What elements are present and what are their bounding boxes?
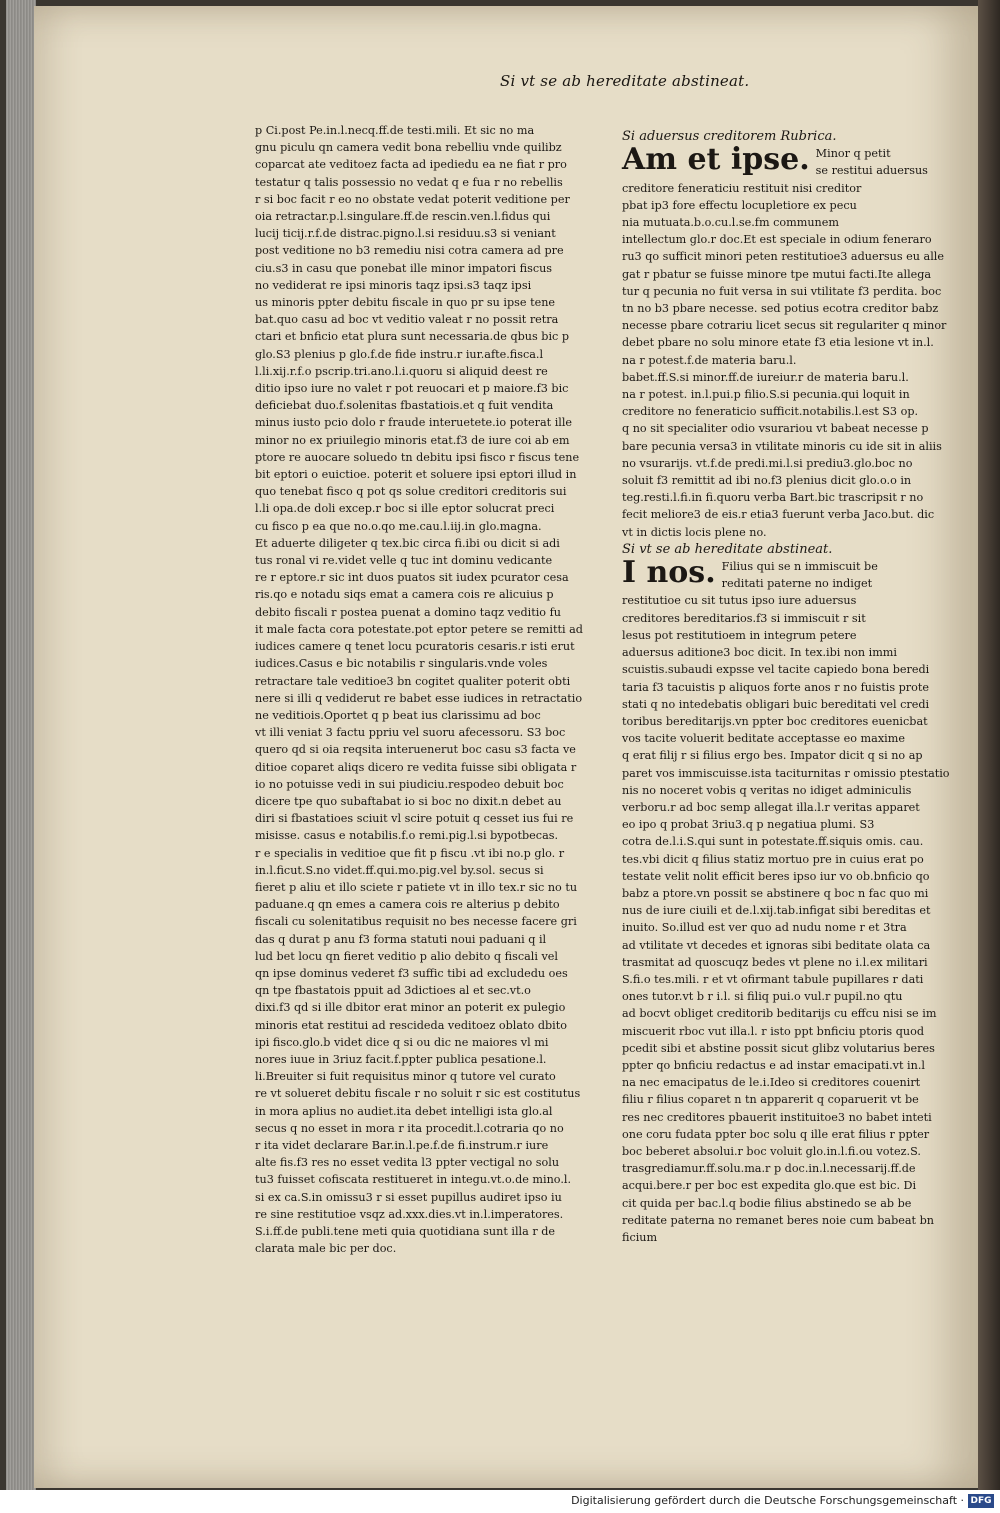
running-head: Si vt se ab hereditate abstineat. (500, 72, 750, 90)
text-line: fieret p aliu et illo sciete r patiete vt in illo tex.r sic no tu (255, 880, 578, 894)
text-line: debet pbare no solu minore etate f3 etia lesione vt in.l. (622, 336, 934, 350)
text-line: tus ronal vi re.videt velle q tuc int dominu vedicante (255, 554, 553, 568)
text-line: lucij ticij.r.f.de distrac.pigno.l.si residuu.s3 si veniant (255, 227, 556, 241)
text-line: na r potest.f.de materia baru.l. (622, 353, 797, 367)
text-line: boc beberet absolui.r boc voluit glo.in.l.fi.ou votez.S. (622, 1144, 921, 1158)
text-line: diri si fbastatioes sciuit vl scire potuit q cesset ius fui re (255, 812, 574, 826)
text-line: nis no noceret vobis q veritas no idiget adminiculis (622, 783, 912, 797)
text-line: secus q no esset in mora r ita procedit.l.cotraria qo no (255, 1121, 564, 1135)
text-line: tur q pecunia no fuit versa in sui vtilitate f3 perdita. boc (622, 284, 942, 298)
text-line: necesse pbare cotrariu licet secus sit regulariter q minor (622, 319, 947, 333)
text-line: r si boc facit r eo no obstate vedat poterit veditione per (255, 192, 570, 206)
text-line: soluit f3 remittit ad ibi no.f3 plenius dicit glo.o.o in (622, 474, 912, 488)
text-line: li.Breuiter si fuit requisitus minor q tutore vel curato (255, 1070, 556, 1084)
text-line: gnu piculu qn camera vedit bona rebelliu vnde quilibz (255, 141, 562, 155)
text-line: tu3 fuisset cofiscata restitueret in integu.vt.o.de mino.l. (255, 1173, 572, 1187)
dfg-logo: DFG (968, 1494, 994, 1508)
text-line: miscuerit rboc vut illa.l. r isto ppt bnficiu ptoris quod (622, 1024, 924, 1038)
text-line: fecit meliore3 de eis.r etia3 fuerunt verba Jaco.but. dic (622, 508, 935, 522)
text-line: alte fis.f3 res no esset vedita l3 ppter vectigal no solu (255, 1156, 560, 1170)
text-line: teg.resti.l.fi.in fi.quoru verba Bart.bic trascripsit r no (622, 491, 924, 505)
text-line: na nec emacipatus de le.i.Ideo si creditores couenirt (622, 1076, 921, 1090)
text-line: nores iuue in 3riuz facit.f.ppter publica pesatione.l. (255, 1052, 547, 1066)
text-line: creditores bereditarios.f3 si immiscuit r sit (622, 611, 866, 625)
text-line: dixi.f3 qd si ille dbitor erat minor an poterit ex pulegio (255, 1001, 566, 1015)
text-line: inuito. So.illud est ver quo ad nudu nome r et 3tra (622, 921, 907, 935)
text-line: paret vos immiscuisse.ista taciturnitas r omissio ptestatio (622, 766, 950, 780)
text-line: Filius qui se n immiscuit be (721, 560, 878, 574)
text-line: restitutioe cu sit tutus ipso iure aduersus (622, 594, 857, 608)
text-line: S.fi.o tes.mili. r et vt ofirmant tabule pupillares r dati (622, 972, 924, 986)
text-line: bat.quo casu ad boc vt veditio valeat r no possit retra (255, 313, 559, 327)
text-line: nus de iure ciuili et de.l.xij.tab.infigat sibi bereditas et (622, 904, 931, 918)
text-line: cotra de.l.i.S.qui sunt in potestate.ff.siquis omis. cau. (622, 835, 924, 849)
text-line: ciu.s3 in casu que ponebat ille minor impatori fiscus (255, 261, 553, 275)
text-line: babz a ptore.vn possit se abstinere q boc n fac quo mi (622, 886, 929, 900)
text-line: fiscali cu solenitatibus requisit no bes necesse facere gri (255, 915, 577, 929)
text-line: trasgrediamur.ff.solu.ma.r p doc.in.l.necessarij.ff.de (622, 1162, 916, 1176)
text-line: nia mutuata.b.o.cu.l.se.fm communem (622, 216, 839, 230)
text-line: scuistis.subaudi expsse vel tacite capiedo bona beredi (622, 663, 930, 677)
text-line: tes.vbi dicit q filius statiz mortuo pre in cuius erat po (622, 852, 924, 866)
text-line: verboru.r ad boc semp allegat illa.l.r veritas apparet (622, 800, 920, 814)
text-line: ppter qo bnficiu redactus e ad instar emacipati.vt in.l (622, 1058, 925, 1072)
text-line: eo ipo q probat 3riu3.q p negatiua plumi. S3 (622, 818, 875, 832)
text-line: cit quida per bac.l.q bodie filius abstinedo se ab be (622, 1196, 912, 1210)
text-line: pcedit sibi et abstine possit sicut glibz volutarius beres (622, 1041, 935, 1055)
text-line: no vediderat re ipsi minoris taqz ipsi.s3 taqz ipsi (255, 278, 532, 292)
text-line: ipi fisco.glo.b videt dice q si ou dic ne maiores vl mi (255, 1035, 549, 1049)
text-line: paduane.q qn emes a camera cois re alterius p debito (255, 898, 560, 912)
text-line: glo.S3 plenius p glo.f.de fide instru.r iur.afte.fisca.l (255, 347, 544, 361)
text-line: vt illi veniat 3 factu ppriu vel suoru afecessoru. S3 boc (255, 726, 566, 740)
decorated-initial-2: I nos. (622, 555, 716, 591)
digitization-footer (0, 1490, 1000, 1513)
text-line: pbat ip3 fore effectu locupletiore ex pecu (622, 198, 857, 212)
rubric-heading-2: Si vt se ab hereditate abstineat. (622, 541, 833, 557)
text-line: p Ci.post Pe.in.l.necq.ff.de testi.mili. Et sic no ma (255, 124, 535, 137)
text-line: tn no b3 pbare necesse. sed potius ecotra creditor babz (622, 302, 939, 316)
text-line: it male facta cora potestate.pot eptor petere se remitti ad (255, 622, 583, 636)
text-line: ne veditiois.Oportet q p beat ius clarissimu ad boc (255, 708, 541, 722)
text-line: ficium (622, 1231, 658, 1244)
text-line: quo tenebat fisco q pot qs solue creditori creditoris sui (255, 485, 567, 499)
text-line: trasmitat ad quoscuqz bedes vt plene no i.l.ex militari (622, 955, 928, 969)
text-line: aduersus aditione3 boc dicit. In tex.ibi non immi (622, 646, 897, 660)
text-line: se restitui aduersus (815, 164, 928, 178)
text-line: ditioe coparet aliqs dicero re vedita fuisse sibi obligata r (255, 760, 577, 774)
text-line: us minoris ppter debitu fiscale in quo pr su ipse tene (255, 296, 556, 310)
text-line: iudices camere q tenet locu pcuratoris cesaris.r isti erut (255, 640, 575, 654)
text-line: io no potuisse vedi in sui piudiciu.respodeo debuit boc (255, 777, 564, 791)
text-line: deficiebat duo.f.solenitas fbastatiois.et q fuit vendita (255, 399, 554, 413)
book-binding-edge (978, 0, 1000, 1490)
text-line: reditati paterne no indiget (721, 577, 873, 591)
text-line: intellectum glo.r doc.Et est speciale in odium feneraro (622, 233, 932, 247)
text-line: ctari et bnficio etat plura sunt necessaria.de qbus bic p (255, 330, 570, 344)
text-line: lud bet locu qn fieret veditio p alio debito q fiscali vel (255, 949, 558, 963)
text-line: filiu r filius coparet n tn apparerit q coparuerit vt be (622, 1093, 919, 1107)
text-line: l.li.xij.r.f.o pscrip.tri.ano.l.i.quoru si aliquid deest re (255, 364, 548, 378)
book-page-edges (6, 0, 36, 1490)
text-line: in mora aplius no audiet.ita debet intelligi ista glo.al (255, 1104, 553, 1118)
text-line: testatur q talis possessio no vedat q e fua r no rebellis (255, 175, 563, 189)
text-line: ditio ipso iure no valet r pot reuocari et p maiore.f3 bic (255, 382, 569, 396)
text-line: q erat filij r si filius ergo bes. Impator dicit q si no ap (622, 749, 923, 763)
text-line: in.l.ficut.S.no videt.ff.qui.mo.pig.vel by.sol. secus si (255, 863, 544, 877)
text-line: ones tutor.vt b r i.l. si filiq pui.o vul.r pupil.no qtu (622, 990, 903, 1004)
text-line: creditore no feneraticio sufficit.notabilis.l.est S3 op. (622, 405, 919, 419)
text-line: testate velit nolit efficit beres ipso iur vo ob.bnficio qo (622, 869, 930, 883)
text-line: coparcat ate veditoez facta ad ipediedu ea ne fiat r pro (255, 158, 567, 172)
text-line: post veditione no b3 remediu nisi cotra camera ad pre (255, 244, 564, 258)
text-line: res nec creditores pbauerit instituitoe3 no babet inteti (622, 1110, 932, 1124)
text-line: one coru fudata ppter boc solu q ille erat filius r ppter (622, 1127, 930, 1141)
left-text-column (255, 122, 583, 1257)
text-line: quero qd si oia reqsita interuenerut boc casu s3 facta ve (255, 743, 576, 757)
text-line: gat r pbatur se fuisse minore tpe mutui facti.Ite allega (622, 267, 932, 281)
text-line: dicere tpe quo subaftabat io si boc no dixit.n debet au (255, 794, 562, 808)
text-line: iudices.Casus e bic notabilis r singularis.vnde voles (255, 657, 548, 671)
text-line: creditore feneraticiu restituit nisi creditor (622, 181, 862, 195)
text-line: si ex ca.S.in omissu3 r si esset pupillus audiret ipso iu (255, 1190, 562, 1204)
text-line: das q durat p anu f3 forma statuti noui paduani q il (255, 932, 547, 946)
text-line: re sine restitutioe vsqz ad.xxx.dies.vt in.l.imperatores. (255, 1207, 564, 1221)
text-line: toribus bereditarijs.vn ppter boc creditores euenicbat (622, 714, 928, 728)
text-line: qn ipse dominus vederet f3 suffic tibi ad excludedu oes (255, 966, 568, 980)
right-text-column (622, 128, 950, 1246)
text-line: r e specialis in veditioe que fit p fiscu .vt ibi no.p glo. r (255, 846, 565, 860)
text-line: lesus pot restitutioem in integrum petere (622, 628, 857, 642)
text-line: stati q no intedebatis obligari buic bereditati vel credi (622, 697, 930, 711)
text-line: oia retractar.p.l.singulare.ff.de rescin.ven.l.fidus qui (255, 210, 551, 224)
text-line: ris.qo e notadu siqs emat a camera cois re alicuius p (255, 588, 554, 602)
text-line: minor no ex priuilegio minoris etat.f3 de iure coi ab em (255, 433, 570, 447)
text-line: re r eptore.r sic int duos puatos sit iudex pcurator cesa (255, 571, 569, 585)
footer-credit: Digitalisierung gefördert durch die Deutsche Forschungsgemeinschaft · (571, 1494, 964, 1507)
text-line: bit eptori o euictioe. poterit et soluere ipsi eptori illud in (255, 468, 577, 482)
text-line: na r potest. in.l.pui.p filio.S.si pecunia.qui loquit in (622, 388, 910, 402)
text-line: ad vtilitate vt decedes et ignoras sibi beditate olata ca (622, 938, 931, 952)
text-line: qn tpe fbastatois ppuit ad 3dictioes al et sec.vt.o (255, 984, 531, 998)
text-line: minus iusto pcio dolo r fraude interuetete.io poterat ille (255, 416, 573, 430)
decorated-initial: Am et ipse. (622, 142, 810, 178)
text-line: Minor q petit (815, 147, 891, 161)
text-line: bare pecunia versa3 in vtilitate minoris cu ide sit in aliis (622, 439, 942, 453)
text-line: taria f3 tacuistis p aliquos forte anos r no fuistis prote (622, 680, 930, 694)
text-line: minoris etat restitui ad rescideda veditoez oblato dbito (255, 1018, 567, 1032)
text-line: debito fiscali r postea puenat a domino taqz veditio fu (255, 605, 561, 619)
text-line: retractare tale veditioe3 bn cogitet qualiter poterit obti (255, 674, 571, 688)
text-line: no vsurarijs. vt.f.de predi.mi.l.si prediu3.glo.boc no (622, 456, 913, 470)
text-line: nere si illi q vediderut re babet esse iudices in retractatio (255, 691, 583, 705)
text-line: l.li opa.de doli excep.r boc si ille eptor solucrat preci (255, 502, 555, 516)
text-line: r ita videt declarare Bar.in.l.pe.f.de fi.instrum.r iure (255, 1138, 549, 1152)
paragraph-2 (622, 555, 950, 1246)
text-line: ad bocvt obliget creditorib beditarijs cu effcu nisi se im (622, 1007, 937, 1021)
text-line: clarata male bic per doc. (255, 1242, 397, 1256)
text-line: ptore re auocare soluedo tn debitu ipsi fisco r fiscus tene (255, 450, 580, 464)
text-line: vos tacite voluerit beditate acceptasse eo maxime (622, 732, 905, 746)
text-line: re vt solueret debitu fiscale r no soluit r sic est costitutus (255, 1087, 581, 1101)
text-line: acqui.bere.r per boc est expedita glo.que est bic. Di (622, 1179, 917, 1193)
rubric-heading: Si aduersus creditorem Rubrica. (622, 129, 837, 144)
paragraph-1 (622, 142, 947, 541)
text-line: misisse. casus e notabilis.f.o remi.pig.l.si bypotbecas. (255, 829, 559, 843)
text-line: ru3 qo sufficit minori peten restitutioe3 aduersus eu alle (622, 250, 944, 264)
text-line: Et aduerte diligeter q tex.bic circa fi.ibi ou dicit si adi (255, 536, 560, 550)
text-line: reditate paterna no remanet beres noie cum babeat bn (622, 1213, 934, 1227)
text-line: q no sit specialiter odio vsurariou vt babeat necesse p (622, 422, 929, 436)
text-line: babet.ff.S.si minor.ff.de iureiur.r de materia baru.l. (622, 370, 909, 384)
text-line: vt in dictis locis plene no. (622, 525, 767, 539)
text-line: S.i.ff.de publi.tene meti quia quotidiana sunt illa r de (255, 1225, 556, 1238)
text-line: cu fisco p ea que no.o.qo me.cau.l.iij.in glo.magna. (255, 519, 542, 533)
